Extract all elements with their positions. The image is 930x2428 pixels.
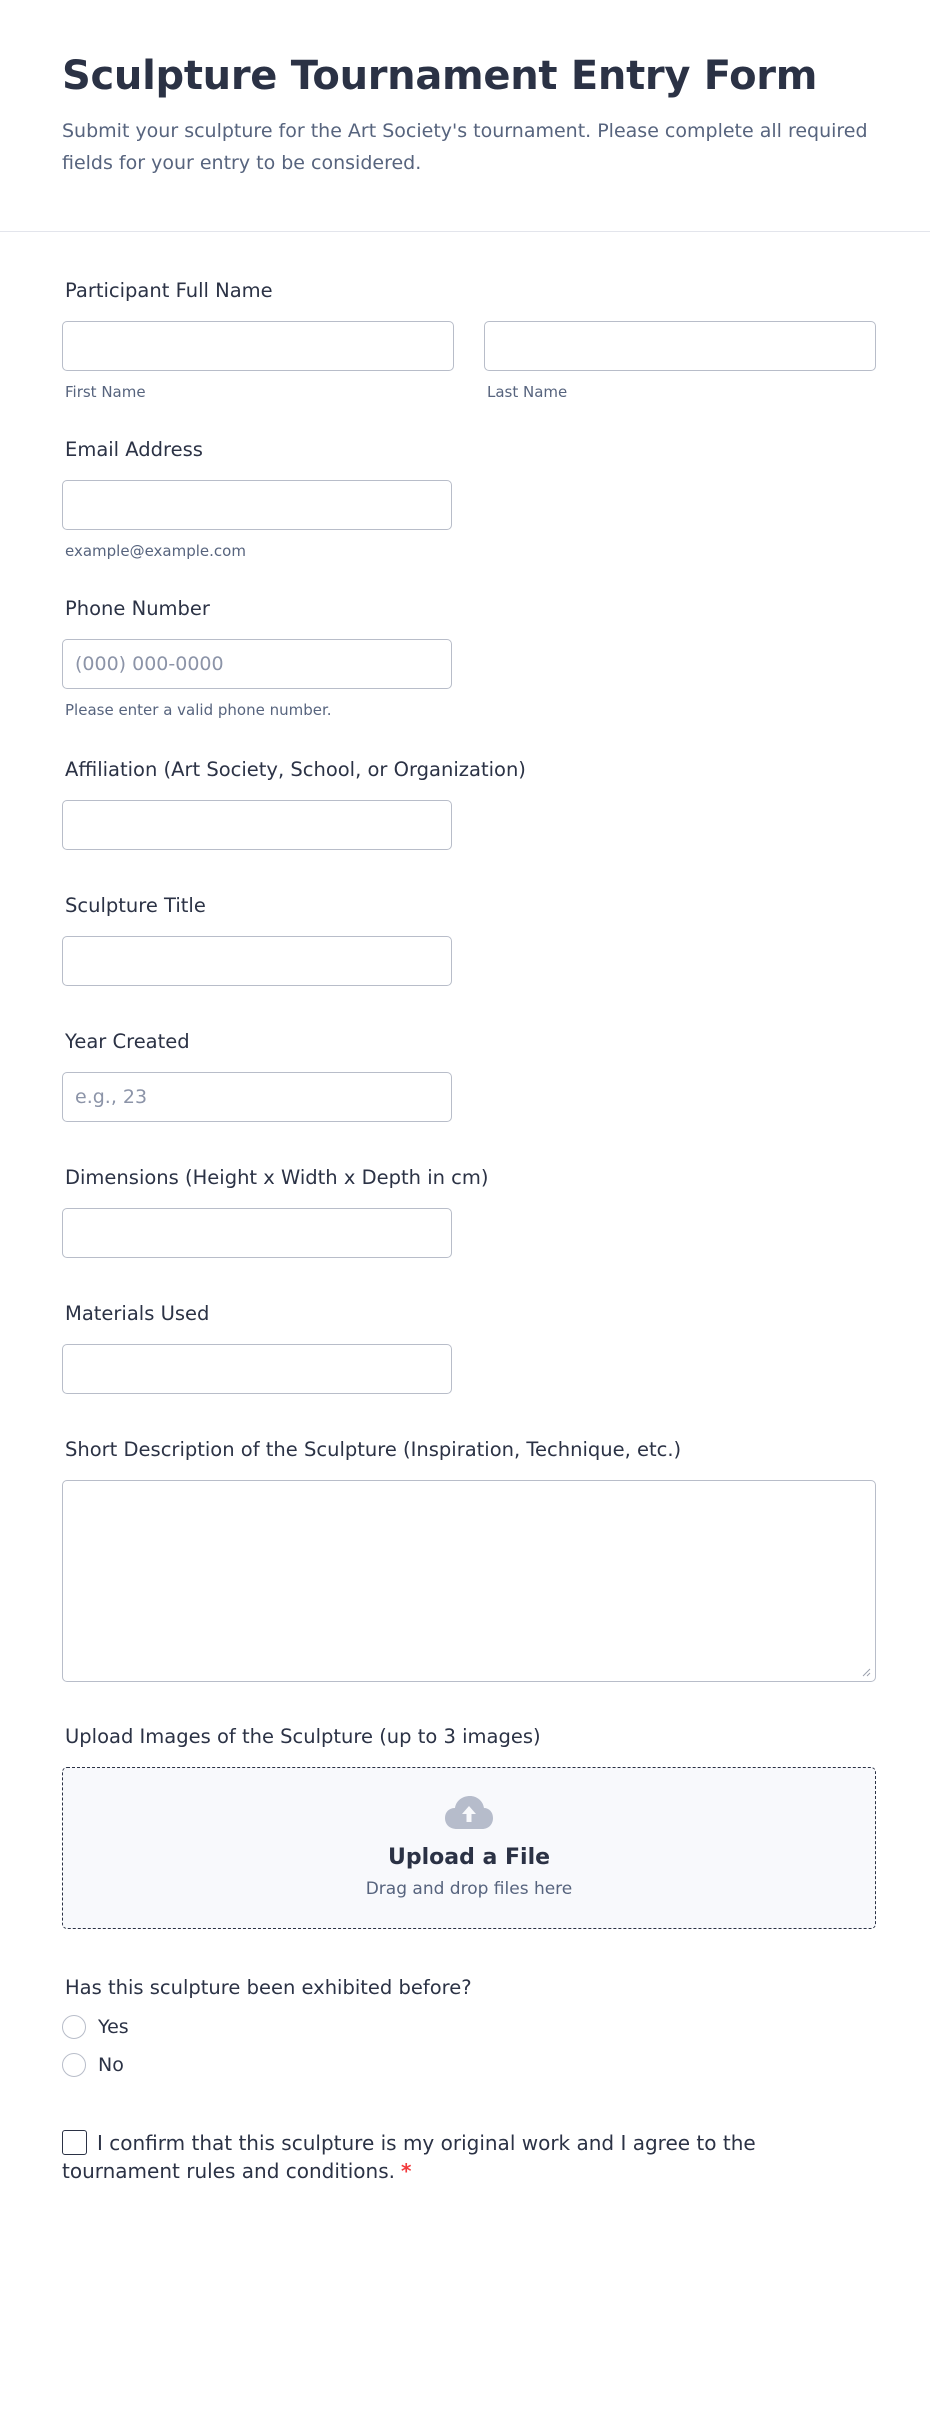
- year-created-input[interactable]: e.g., 23: [62, 1072, 452, 1122]
- cloud-upload-icon: [445, 1796, 493, 1830]
- last-name-col: [484, 321, 876, 401]
- full-name-field: [62, 278, 868, 401]
- last-name-input[interactable]: [484, 321, 876, 371]
- page-subtitle: Submit your sculpture for the Art Society's tournament. Please complete all required fields for your entry to be considered.: [62, 120, 868, 174]
- file-upload-dropzone[interactable]: [62, 1767, 876, 1929]
- page-title: Sculpture Tournament Entry Form: [62, 53, 818, 99]
- dimensions-input[interactable]: [62, 1208, 452, 1258]
- description-field: [62, 1437, 868, 1682]
- entry-form: [0, 232, 930, 2185]
- year-created-label: Year Created: [65, 1030, 190, 1053]
- email-label: Email Address: [65, 438, 203, 461]
- first-name-col: [62, 321, 454, 401]
- radio-no[interactable]: [62, 2053, 86, 2077]
- upload-label: Upload Images of the Sculpture (up to 3 images): [65, 1725, 541, 1748]
- dimensions-field: [62, 1165, 868, 1258]
- full-name-label: Participant Full Name: [65, 279, 273, 302]
- name-row: [62, 321, 868, 401]
- email-sublabel: example@example.com: [65, 542, 246, 560]
- description-label: Short Description of the Sculpture (Inspiration, Technique, etc.): [65, 1438, 682, 1461]
- last-name-sublabel: Last Name: [487, 383, 568, 401]
- radio-yes[interactable]: [62, 2015, 86, 2039]
- first-name-input[interactable]: [62, 321, 454, 371]
- email-input[interactable]: [62, 480, 452, 530]
- phone-input[interactable]: (000) 000-0000: [62, 639, 452, 689]
- affiliation-field: [62, 757, 868, 850]
- materials-input[interactable]: [62, 1344, 452, 1394]
- sculpture-title-label: Sculpture Title: [65, 894, 206, 917]
- affiliation-label: Affiliation (Art Society, School, or Organization): [65, 758, 526, 781]
- resize-handle-icon[interactable]: [861, 1667, 871, 1677]
- affiliation-input[interactable]: [62, 800, 452, 850]
- phone-label: Phone Number: [65, 597, 210, 620]
- materials-label: Materials Used: [65, 1302, 210, 1325]
- dimensions-label: Dimensions (Height x Width x Depth in cm): [65, 1166, 489, 1189]
- sculpture-title-field: [62, 893, 868, 986]
- form-header: [0, 0, 930, 232]
- radio-option-yes[interactable]: [62, 2015, 868, 2039]
- required-asterisk: *: [401, 2159, 412, 2183]
- upload-subtitle: Drag and drop files here: [365, 1879, 573, 1899]
- exhibited-field: [62, 1975, 868, 2077]
- radio-yes-label: Yes: [98, 2016, 129, 2038]
- materials-field: [62, 1301, 868, 1394]
- confirmation-field: [62, 2129, 762, 2185]
- exhibited-label: Has this sculpture been exhibited before?: [65, 1976, 472, 1999]
- email-field: [62, 437, 868, 560]
- radio-no-label: No: [98, 2054, 124, 2076]
- radio-option-no[interactable]: [62, 2053, 868, 2077]
- phone-sublabel: Please enter a valid phone number.: [65, 701, 332, 719]
- upload-title: Upload a File: [387, 1845, 551, 1870]
- sculpture-title-input[interactable]: [62, 936, 452, 986]
- phone-field: [62, 596, 868, 719]
- first-name-sublabel: First Name: [65, 383, 146, 401]
- description-textarea[interactable]: [62, 1480, 876, 1682]
- year-created-field: [62, 1029, 868, 1122]
- upload-field: [62, 1724, 868, 1929]
- confirm-text: I confirm that this sculpture is my original work and I agree to the tournament rules and conditions.: [62, 2131, 756, 2183]
- confirm-checkbox[interactable]: [62, 2130, 87, 2155]
